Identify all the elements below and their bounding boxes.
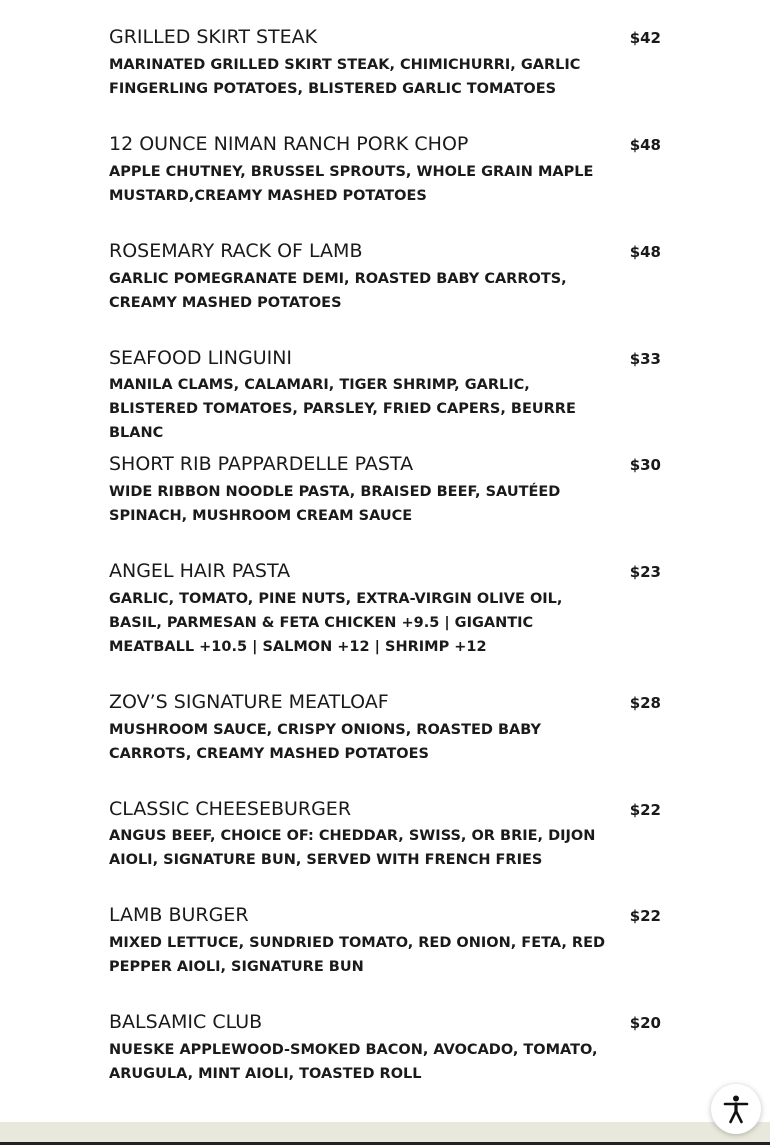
item-price: $22 <box>629 801 661 819</box>
item-description: MIXED LETTUCE, SUNDRIED TOMATO, RED ONION, FETA, RED PEPPER AIOLI, SIGNATURE BUN <box>109 935 606 975</box>
item-name: BALSAMIC CLUB <box>109 1011 263 1033</box>
item-name: ROSEMARY RACK OF LAMB <box>109 240 363 262</box>
item-price: $30 <box>629 456 661 474</box>
item-price: $20 <box>629 1014 661 1032</box>
item-description: MUSHROOM SAUCE, CRISPY ONIONS, ROASTED BABY CARROTS, CREAMY MASHED POTATOES <box>109 722 541 762</box>
item-price: $28 <box>629 694 661 712</box>
item-price: $33 <box>629 350 661 368</box>
item-description: MANILA CLAMS, CALAMARI, TIGER SHRIMP, GARLIC, BLISTERED TOMATOES, PARSLEY, FRIED CAPERS, BEURRE BLANC <box>109 377 576 441</box>
item-price: $23 <box>629 563 661 581</box>
item-name: SEAFOOD LINGUINI <box>109 347 293 369</box>
item-name: ANGEL HAIR PASTA <box>109 560 291 582</box>
item-description: APPLE CHUTNEY, BRUSSEL SPROUTS, WHOLE GRAIN MAPLE MUSTARD,CREAMY MASHED POTATOES <box>109 164 594 204</box>
item-name: GRILLED SKIRT STEAK <box>109 26 318 48</box>
item-price: $22 <box>629 907 661 925</box>
item-description: ANGUS BEEF, CHOICE OF: CHEDDAR, SWISS, OR BRIE, DIJON AIOLI, SIGNATURE BUN, SERVED WITH FRENCH FRIES <box>109 828 596 868</box>
item-price: $42 <box>629 29 661 47</box>
item-name: 12 OUNCE NIMAN RANCH PORK CHOP <box>109 133 469 155</box>
item-description: NUESKE APPLEWOOD-SMOKED BACON, AVOCADO, TOMATO, ARUGULA, MINT AIOLI, TOASTED ROLL <box>109 1042 598 1082</box>
accessibility-button[interactable] <box>711 1084 761 1134</box>
item-name: ZOV’S SIGNATURE MEATLOAF <box>109 691 389 713</box>
item-price: $48 <box>629 136 661 154</box>
item-description: GARLIC POMEGRANATE DEMI, ROASTED BABY CARROTS, CREAMY MASHED POTATOES <box>109 271 567 311</box>
item-name: CLASSIC CHEESEBURGER <box>109 798 352 820</box>
accessibility-person-icon <box>723 1094 749 1124</box>
item-description: GARLIC, TOMATO, PINE NUTS, EXTRA-VIRGIN OLIVE OIL, BASIL, PARMESAN & FETA CHICKEN +9.5 | GIGANTIC MEATBALL +10.5 | SALMON +12 | SHRIMP +12 <box>109 591 563 655</box>
item-price: $48 <box>629 243 661 261</box>
item-description: MARINATED GRILLED SKIRT STEAK, CHIMICHURRI, GARLIC FINGERLING POTATOES, BLISTERED GARLIC TOMATOES <box>109 57 581 97</box>
item-name: SHORT RIB PAPPARDELLE PASTA <box>109 453 414 475</box>
item-description: WIDE RIBBON NOODLE PASTA, BRAISED BEEF, SAUTÉED SPINACH, MUSHROOM CREAM SAUCE <box>109 484 561 524</box>
item-name: LAMB BURGER <box>109 904 249 926</box>
